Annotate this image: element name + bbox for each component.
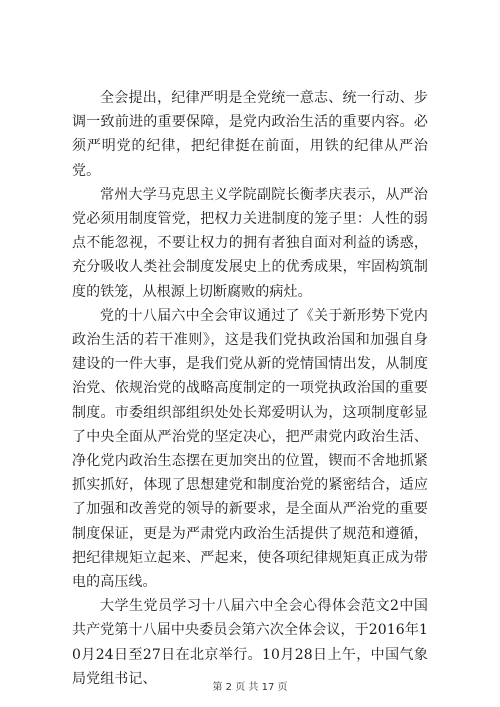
paragraph: 全会提出，纪律严明是全党统一意志、统一行动、步调一致前进的重要保障，是党内政治生活的重要内容。必须严明党的纪律，把纪律挺在前面，用铁的纪律从严治党。	[72, 90, 428, 179]
paragraph: 常州大学马克思主义学院副院长衡孝庆表示，从严治党必须用制度管党，把权力关进制度的笼子里：人性的弱点不能忽视，不要让权力的拥有者独自面对利益的诱惑，充分吸收人类社会制度发展史上的优秀成果，牢固构筑制度的铁笼，从根源上切断腐败的病灶。	[72, 186, 428, 300]
document-body	[72, 86, 428, 691]
paragraph: 党的十八届六中全会审议通过了《关于新形势下党内政治生活的若干准则》，这是我们党执政治国和加强自身建设的一件大事，是我们党从新的党情国情出发，从制度治党、依规治党的战略高度制定的一项党执政治国的重要制度。市委组织部组织处处长郑爱明认为，这项制度彰显了中央全面从严治党的坚定决心，把严肃党内政治生活、净化党内政治生态摆在更加突出的位置，锲而不舍地抓紧抓实抓好，体现了思想建党和制度治党的紧密结合，适应了加强和改善党的领导的新要求，是全面从严治党的重要制度保证，更是为严肃党内政治生活提供了规范和遵循，把纪律规矩立起来、严起来，使各项纪律规矩真正成为带电的高压线。	[72, 307, 428, 591]
page-number-footer: 第 2 页 共 17 页	[212, 682, 288, 693]
paragraph: 大学生党员学习十八届六中全会心得体会范文2中国共产党第十八届中央委员会第六次全体会议，于2016年10月24日至27日在北京举行。10月28日上午，中国气象局党组书记、	[72, 598, 428, 687]
